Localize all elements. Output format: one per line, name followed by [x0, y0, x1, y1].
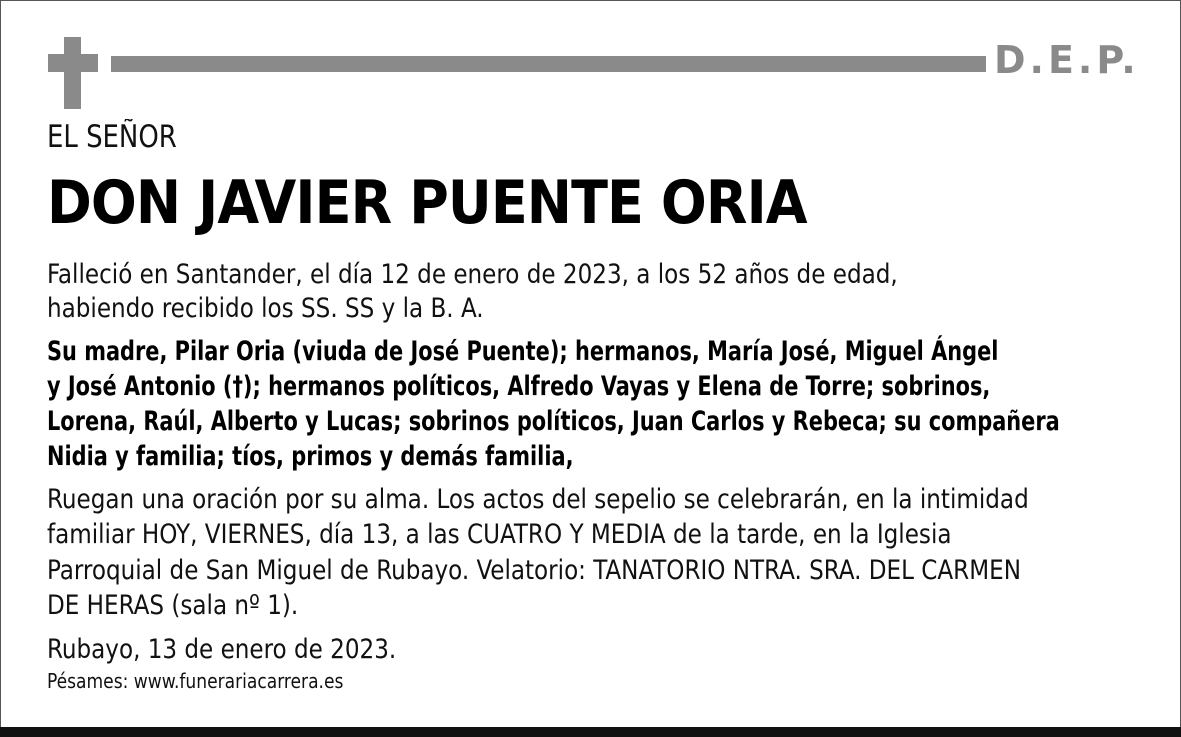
place-date: Rubayo, 13 de enero de 2023. — [47, 634, 397, 665]
service-line: familiar HOY, VIERNES, día 13, a las CUATRO Y MEDIA de la tarde, en la Iglesia — [47, 519, 952, 550]
service-line: Ruegan una oración por su alma. Los actos del sepelio se celebrarán, en la intimidad — [47, 484, 1029, 515]
cross-icon — [48, 37, 98, 109]
family-line: y José Antonio (†); hermanos políticos, Alfredo Vayas y Elena de Torre; sobrinos, — [47, 371, 991, 402]
family-line: Lorena, Raúl, Alberto y Lucas; sobrinos políticos, Juan Carlos y Rebeca; su compañera — [47, 406, 1060, 437]
deceased-title: EL SEÑOR — [47, 119, 177, 155]
service-line: Parroquial de San Miguel de Rubayo. Velatorio: TANATORIO NTRA. SRA. DEL CARMEN — [47, 555, 1021, 586]
intro-line: habiendo recibido los SS. SS y la B. A. — [47, 293, 484, 324]
family-line: Su madre, Pilar Oria (viuda de José Puente); hermanos, María José, Miguel Ángel — [47, 336, 999, 367]
bottom-rule — [0, 727, 1181, 737]
pesames-link[interactable]: Pésames: www.funerariacarrera.es — [47, 669, 344, 693]
deceased-name: DON JAVIER PUENTE ORIA — [47, 168, 807, 238]
intro-line: Falleció en Santander, el día 12 de enero de 2023, a los 52 años de edad, — [47, 259, 898, 290]
family-line: Nidia y familia; tíos, primos y demás familia, — [47, 441, 574, 472]
header-rule — [111, 56, 986, 72]
service-line: DE HERAS (sala nº 1). — [47, 590, 299, 621]
dep-label: D.E.P. — [994, 38, 1140, 82]
